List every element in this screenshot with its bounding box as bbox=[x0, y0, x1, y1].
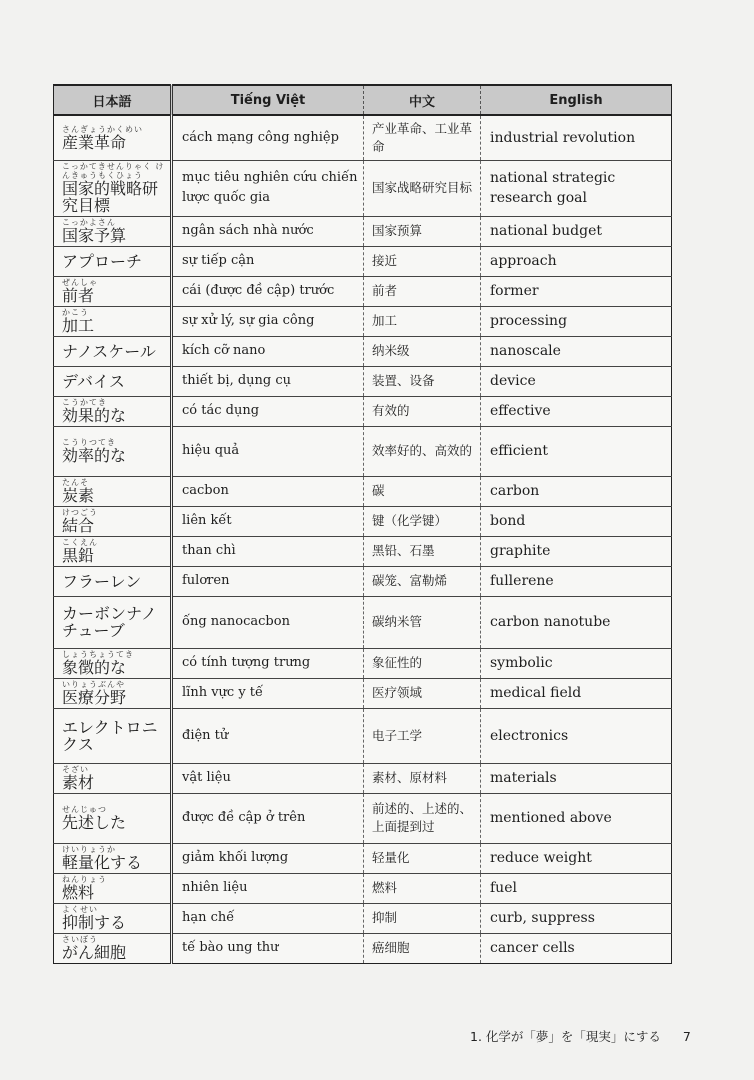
cell-english: cancer cells bbox=[481, 933, 672, 963]
cell-english: electronics bbox=[481, 708, 672, 763]
cell-vietnamese: nhiên liệu bbox=[172, 873, 364, 903]
vocabulary-rows bbox=[54, 115, 672, 963]
cell-vietnamese: mục tiêu nghiên cứu chiến lược quốc gia bbox=[172, 160, 364, 216]
furigana: さんぎょうかくめい bbox=[62, 124, 143, 134]
cell-chinese: 效率好的、高效的 bbox=[364, 426, 481, 476]
japanese-term: ナノスケール bbox=[62, 341, 156, 361]
table-row bbox=[54, 843, 672, 873]
cell-vietnamese: điện tử bbox=[172, 708, 364, 763]
cell-japanese bbox=[54, 903, 172, 933]
japanese-term: がん細胞 bbox=[62, 943, 127, 962]
cell-chinese: 象征性的 bbox=[364, 648, 481, 678]
cell-english: curb, suppress bbox=[481, 903, 672, 933]
japanese-term: 軽量化する bbox=[62, 853, 143, 872]
japanese-term: 象徴的な bbox=[62, 658, 127, 677]
cell-english: processing bbox=[481, 306, 672, 336]
furigana: いりょうぶんや bbox=[62, 680, 125, 689]
japanese-term: 黒鉛 bbox=[62, 546, 95, 565]
cell-english: carbon bbox=[481, 476, 672, 506]
cell-english: bond bbox=[481, 506, 672, 536]
japanese-term: 産業革命 bbox=[62, 132, 127, 152]
cell-chinese: 装置、设备 bbox=[364, 366, 481, 396]
table-row bbox=[54, 506, 672, 536]
furigana: そざい bbox=[62, 765, 89, 774]
cell-japanese bbox=[54, 566, 172, 596]
cell-chinese: 前述的、上述的、上面提到过 bbox=[364, 793, 481, 843]
cell-english: device bbox=[481, 366, 672, 396]
cell-vietnamese: thiết bị, dụng cụ bbox=[172, 366, 364, 396]
table-row bbox=[54, 763, 672, 793]
cell-english: national budget bbox=[481, 216, 672, 246]
cell-japanese bbox=[54, 476, 172, 506]
table-row bbox=[54, 903, 672, 933]
cell-english: materials bbox=[481, 763, 672, 793]
header-english: English bbox=[481, 85, 672, 115]
japanese-term: 炭素 bbox=[62, 486, 95, 505]
cell-vietnamese: được đề cập ở trên bbox=[172, 793, 364, 843]
cell-chinese: 医疗领域 bbox=[364, 678, 481, 708]
cell-chinese: 国家战略研究目标 bbox=[364, 160, 481, 216]
cell-japanese bbox=[54, 276, 172, 306]
cell-vietnamese: ngân sách nhà nước bbox=[172, 216, 364, 246]
furigana: こくえん bbox=[62, 538, 98, 547]
cell-chinese: 癌细胞 bbox=[364, 933, 481, 963]
cell-english: effective bbox=[481, 396, 672, 426]
cell-english: carbon nanotube bbox=[481, 596, 672, 648]
table-row bbox=[54, 476, 672, 506]
header-japanese: 日本語 bbox=[54, 85, 172, 115]
table-row bbox=[54, 648, 672, 678]
cell-chinese: 碳 bbox=[364, 476, 481, 506]
cell-english: approach bbox=[481, 246, 672, 276]
table-row bbox=[54, 933, 672, 963]
japanese-term: 効果的な bbox=[62, 406, 127, 425]
japanese-term: 結合 bbox=[62, 516, 95, 535]
furigana: けつごう bbox=[62, 508, 98, 517]
header-vietnamese: Tiếng Việt bbox=[172, 85, 364, 115]
page-number: 7 bbox=[682, 1029, 691, 1044]
table-row bbox=[54, 216, 672, 246]
cell-japanese bbox=[54, 115, 172, 160]
japanese-term: フラーレン bbox=[62, 571, 142, 591]
cell-vietnamese: tế bào ung thư bbox=[172, 933, 364, 963]
cell-japanese bbox=[54, 596, 172, 648]
japanese-term: 燃料 bbox=[62, 883, 95, 902]
table-row bbox=[54, 793, 672, 843]
cell-japanese bbox=[54, 306, 172, 336]
table-row bbox=[54, 873, 672, 903]
table-row bbox=[54, 276, 672, 306]
furigana: しょうちょうてき bbox=[62, 650, 134, 659]
furigana: さいぼう bbox=[62, 935, 98, 944]
cell-chinese: 素材、原材料 bbox=[364, 763, 481, 793]
japanese-term: 効率的な bbox=[62, 446, 127, 465]
cell-vietnamese: sự tiếp cận bbox=[172, 246, 364, 276]
cell-chinese: 键（化学键） bbox=[364, 506, 481, 536]
cell-chinese: 接近 bbox=[364, 246, 481, 276]
furigana: こうりつてき bbox=[62, 438, 116, 447]
cell-japanese bbox=[54, 843, 172, 873]
cell-japanese bbox=[54, 366, 172, 396]
cell-japanese bbox=[54, 246, 172, 276]
table-row bbox=[54, 426, 672, 476]
cell-japanese bbox=[54, 933, 172, 963]
cell-english: national strategic research goal bbox=[481, 160, 672, 216]
cell-vietnamese: cacbon bbox=[172, 476, 364, 506]
vocabulary-table bbox=[53, 84, 672, 964]
japanese-term: デバイス bbox=[62, 371, 125, 391]
cell-japanese bbox=[54, 506, 172, 536]
cell-vietnamese: lĩnh vực y tế bbox=[172, 678, 364, 708]
cell-vietnamese: có tác dụng bbox=[172, 396, 364, 426]
japanese-term: 抑制する bbox=[62, 913, 127, 932]
table-row bbox=[54, 596, 672, 648]
cell-english: medical field bbox=[481, 678, 672, 708]
cell-vietnamese: vật liệu bbox=[172, 763, 364, 793]
cell-chinese: 前者 bbox=[364, 276, 481, 306]
cell-vietnamese: có tính tượng trưng bbox=[172, 648, 364, 678]
table-row bbox=[54, 708, 672, 763]
japanese-term: 加工 bbox=[62, 316, 95, 335]
furigana: ねんりょう bbox=[62, 875, 107, 884]
cell-english: fullerene bbox=[481, 566, 672, 596]
furigana: こうかてき bbox=[62, 398, 107, 407]
cell-chinese: 产业革命、工业革命 bbox=[364, 115, 481, 160]
furigana: よくせい bbox=[62, 905, 98, 914]
cell-english: reduce weight bbox=[481, 843, 672, 873]
page-footer bbox=[470, 1027, 691, 1045]
cell-japanese bbox=[54, 396, 172, 426]
furigana: かこう bbox=[62, 308, 89, 317]
cell-english: fuel bbox=[481, 873, 672, 903]
cell-vietnamese: ống nanocacbon bbox=[172, 596, 364, 648]
cell-vietnamese: cách mạng công nghiệp bbox=[172, 115, 364, 160]
cell-chinese: 轻量化 bbox=[364, 843, 481, 873]
table-row bbox=[54, 160, 672, 216]
cell-japanese bbox=[54, 648, 172, 678]
chapter-title: 1. 化学が「夢」を「現実」にする bbox=[470, 1029, 661, 1044]
cell-japanese bbox=[54, 336, 172, 366]
japanese-term: 先述した bbox=[62, 813, 127, 832]
cell-chinese: 电子工学 bbox=[364, 708, 481, 763]
japanese-term: アプローチ bbox=[62, 251, 143, 271]
cell-vietnamese: sự xử lý, sự gia công bbox=[172, 306, 364, 336]
cell-english: former bbox=[481, 276, 672, 306]
table-row bbox=[54, 566, 672, 596]
table-row bbox=[54, 336, 672, 366]
cell-chinese: 有效的 bbox=[364, 396, 481, 426]
japanese-term: 国家的戦略研究目標 bbox=[62, 179, 159, 215]
furigana: ぜんしゃ bbox=[62, 278, 98, 287]
table-header-row bbox=[54, 85, 672, 115]
cell-chinese: 黑铅、石墨 bbox=[364, 536, 481, 566]
cell-japanese bbox=[54, 708, 172, 763]
cell-japanese bbox=[54, 536, 172, 566]
cell-vietnamese: kích cỡ nano bbox=[172, 336, 364, 366]
cell-vietnamese: than chì bbox=[172, 536, 364, 566]
cell-chinese: 燃料 bbox=[364, 873, 481, 903]
cell-vietnamese: hiệu quả bbox=[172, 426, 364, 476]
japanese-term: 国家予算 bbox=[62, 226, 127, 245]
cell-japanese bbox=[54, 160, 172, 216]
table-row bbox=[54, 306, 672, 336]
table-row bbox=[54, 536, 672, 566]
cell-english: symbolic bbox=[481, 648, 672, 678]
cell-chinese: 抑制 bbox=[364, 903, 481, 933]
japanese-term: 素材 bbox=[62, 773, 95, 792]
cell-vietnamese: fulơren bbox=[172, 566, 364, 596]
table-row bbox=[54, 678, 672, 708]
cell-chinese: 加工 bbox=[364, 306, 481, 336]
furigana: たんそ bbox=[62, 478, 89, 487]
table-row bbox=[54, 396, 672, 426]
furigana: せんじゅつ bbox=[62, 805, 107, 814]
japanese-term: 医療分野 bbox=[62, 688, 127, 707]
header-chinese: 中文 bbox=[364, 85, 481, 115]
japanese-term: エレクトロニクス bbox=[62, 717, 158, 754]
cell-vietnamese: cái (được đề cập) trước bbox=[172, 276, 364, 306]
cell-chinese: 国家预算 bbox=[364, 216, 481, 246]
cell-english: graphite bbox=[481, 536, 672, 566]
table-row bbox=[54, 366, 672, 396]
cell-japanese bbox=[54, 426, 172, 476]
cell-english: industrial revolution bbox=[481, 115, 672, 160]
cell-english: nanoscale bbox=[481, 336, 672, 366]
cell-japanese bbox=[54, 873, 172, 903]
table-row bbox=[54, 246, 672, 276]
furigana: けいりょうか bbox=[62, 845, 116, 854]
cell-chinese: 碳笼、富勒烯 bbox=[364, 566, 481, 596]
cell-chinese: 碳纳米管 bbox=[364, 596, 481, 648]
cell-vietnamese: hạn chế bbox=[172, 903, 364, 933]
cell-japanese bbox=[54, 763, 172, 793]
furigana: こっかよさん bbox=[62, 218, 116, 227]
cell-japanese bbox=[54, 678, 172, 708]
furigana: こっかてきせんりゃく けんきゅうもくひょう bbox=[62, 162, 165, 180]
cell-english: efficient bbox=[481, 426, 672, 476]
cell-vietnamese: giảm khối lượng bbox=[172, 843, 364, 873]
cell-chinese: 纳米级 bbox=[364, 336, 481, 366]
cell-vietnamese: liên kết bbox=[172, 506, 364, 536]
japanese-term: カーボンナノチューブ bbox=[62, 604, 157, 640]
cell-english: mentioned above bbox=[481, 793, 672, 843]
japanese-term: 前者 bbox=[62, 286, 95, 305]
cell-japanese bbox=[54, 793, 172, 843]
table-row bbox=[54, 115, 672, 160]
cell-japanese bbox=[54, 216, 172, 246]
